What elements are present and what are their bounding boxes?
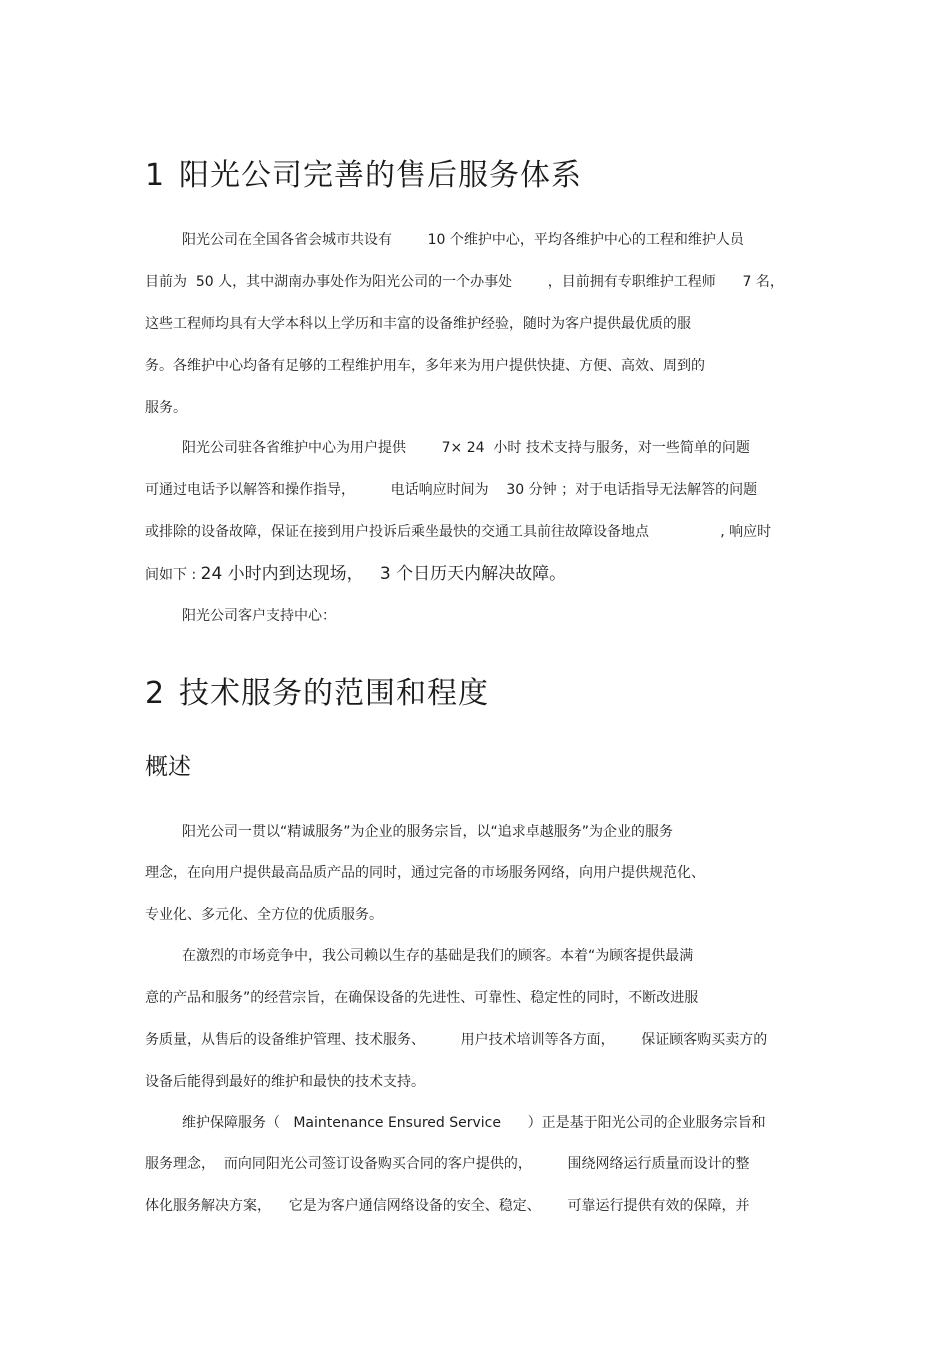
section-2-number: 2 [145, 676, 166, 711]
paragraph-line: 专业化、多元化、全方位的优质服务。 [145, 907, 383, 923]
paragraph-line: 服务理念， 而向同阳光公司签订设备购买合同的客户提供的， 围绕网络运行质量而设计的整 [145, 1156, 750, 1172]
paragraph-line: 或排除的设备故障，保证在接到用户投诉后乘坐最快的交通工具前往故障设备地点 , 响应时 [145, 524, 772, 540]
section-2-heading [145, 668, 489, 712]
paragraph-line: 在激烈的市场竞争中，我公司赖以生存的基础是我们的顾客。本着“为顾客提供最满 [182, 948, 694, 964]
section-1-title: 阳光公司完善的售后服务体系 [179, 158, 582, 193]
paragraph-line: 这些工程师均具有大学本科以上学历和丰富的设备维护经验，随时为客户提供最优质的服 [145, 316, 691, 332]
paragraph-line: 务质量，从售后的设备维护管理、技术服务、 用户技术培训等各方面， 保证顾客购买卖方的 [145, 1032, 768, 1048]
section-1-number: 1 [145, 158, 166, 193]
paragraph-line: 可通过电话予以解答和操作指导， 电话响应时间为 30 分钟 ；对于电话指导无法解答的问题 [145, 482, 758, 498]
paragraph-line: 阳光公司一贯以“精诚服务”为企业的服务宗旨，以“追求卓越服务”为企业的服务 [182, 824, 674, 840]
response-time-line [145, 564, 566, 585]
paragraph-line: 设备后能得到最好的维护和最快的技术支持。 [145, 1074, 425, 1090]
paragraph-line: 意的产品和服务”的经营宗旨，在确保设备的先进性、可靠性、稳定性的同时，不断改进服 [145, 990, 699, 1006]
paragraph-line: 服务。 [145, 400, 187, 416]
section-1-heading [145, 150, 582, 194]
response-prefix: 间如下 : [145, 567, 201, 583]
paragraph-line: 理念，在向用户提供最高品质产品的同时，通过完备的市场服务网络，向用户提供规范化、 [145, 865, 705, 881]
paragraph-line: 维护保障服务（ Maintenance Ensured Service ）正是基于阳光公司的企业服务宗旨和 [182, 1115, 766, 1131]
section-2-title: 技术服务的范围和程度 [179, 676, 489, 711]
support-center-line: 阳光公司客户支持中心： [182, 608, 336, 624]
response-detail: 24 小时内到达现场， 3 个日历天内解决故障。 [200, 564, 567, 584]
paragraph-line: 阳光公司在全国各省会城市共设有 10 个维护中心，平均各维护中心的工程和维护人员 [182, 232, 744, 248]
paragraph-line: 阳光公司驻各省维护中心为用户提供 7× 24 小时 技术支持与服务，对一些简单的问题 [182, 440, 750, 456]
paragraph-line: 务。各维护中心均备有足够的工程维护用车，多年来为用户提供快捷、方便、高效、周到的 [145, 358, 705, 374]
paragraph-line: 体化服务解决方案， 它是为客户通信网络设备的安全、稳定、 可靠运行提供有效的保障，并 [145, 1198, 750, 1214]
overview-subheading: 概述 [145, 754, 191, 780]
paragraph-line: 目前为 50 人，其中湖南办事处作为阳光公司的一个办事处 ，目前拥有专职维护工程师 7 名， [145, 274, 784, 290]
